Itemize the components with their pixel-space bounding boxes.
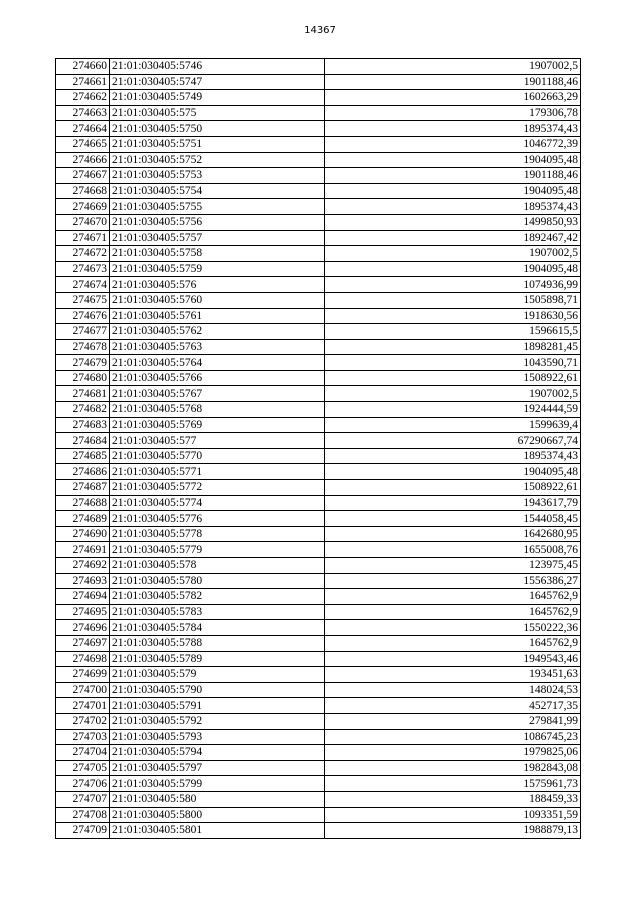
value-cell: 179306,78 — [325, 105, 581, 121]
cadastral-number-cell: 21:01:030405:5760 — [110, 292, 325, 308]
cadastral-number-cell: 21:01:030405:5764 — [110, 355, 325, 371]
value-cell: 1043590,71 — [325, 355, 581, 371]
table-row — [56, 448, 581, 464]
row-number-cell: 274704 — [56, 745, 110, 761]
row-number-cell: 274707 — [56, 791, 110, 807]
cadastral-number-cell: 21:01:030405:5800 — [110, 807, 325, 823]
table-row — [56, 74, 581, 90]
table-row — [56, 417, 581, 433]
table-row — [56, 168, 581, 184]
table-row — [56, 261, 581, 277]
row-number-cell: 274678 — [56, 339, 110, 355]
cadastral-number-cell: 21:01:030405:5754 — [110, 183, 325, 199]
table-row — [56, 183, 581, 199]
row-number-cell: 274682 — [56, 402, 110, 418]
row-number-cell: 274660 — [56, 59, 110, 75]
table-row — [56, 713, 581, 729]
value-cell: 279841,99 — [325, 713, 581, 729]
value-cell: 188459,33 — [325, 791, 581, 807]
cadastral-number-cell: 21:01:030405:5753 — [110, 168, 325, 184]
value-cell: 1895374,43 — [325, 121, 581, 137]
table-row — [56, 246, 581, 262]
value-cell: 1895374,43 — [325, 448, 581, 464]
table-row — [56, 308, 581, 324]
cadastral-number-cell: 21:01:030405:5794 — [110, 745, 325, 761]
value-cell: 1093351,59 — [325, 807, 581, 823]
row-number-cell: 274669 — [56, 199, 110, 215]
table-row — [56, 355, 581, 371]
value-cell: 1918630,56 — [325, 308, 581, 324]
table-row — [56, 214, 581, 230]
value-cell: 148024,53 — [325, 682, 581, 698]
cadastral-number-cell: 21:01:030405:5772 — [110, 480, 325, 496]
cadastral-number-cell: 21:01:030405:5761 — [110, 308, 325, 324]
table-row — [56, 620, 581, 636]
table-row — [56, 698, 581, 714]
value-cell: 1655008,76 — [325, 542, 581, 558]
row-number-cell: 274689 — [56, 511, 110, 527]
value-cell: 1904095,48 — [325, 464, 581, 480]
value-cell: 1979825,06 — [325, 745, 581, 761]
table-row — [56, 121, 581, 137]
value-cell: 1898281,45 — [325, 339, 581, 355]
row-number-cell: 274694 — [56, 589, 110, 605]
cadastral-number-cell: 21:01:030405:5791 — [110, 698, 325, 714]
row-number-cell: 274665 — [56, 136, 110, 152]
table-row — [56, 526, 581, 542]
cadastral-number-cell: 21:01:030405:5782 — [110, 589, 325, 605]
value-cell: 193451,63 — [325, 667, 581, 683]
table-row — [56, 277, 581, 293]
cadastral-number-cell: 21:01:030405:5763 — [110, 339, 325, 355]
value-cell: 1904095,48 — [325, 183, 581, 199]
cadastral-number-cell: 21:01:030405:5788 — [110, 635, 325, 651]
table-row — [56, 542, 581, 558]
value-cell: 1892467,42 — [325, 230, 581, 246]
row-number-cell: 274681 — [56, 386, 110, 402]
cadastral-number-cell: 21:01:030405:5783 — [110, 604, 325, 620]
cadastral-number-cell: 21:01:030405:5749 — [110, 90, 325, 106]
cadastral-number-cell: 21:01:030405:5799 — [110, 776, 325, 792]
row-number-cell: 274692 — [56, 558, 110, 574]
cadastral-number-cell: 21:01:030405:5792 — [110, 713, 325, 729]
table-row — [56, 152, 581, 168]
value-cell: 1505898,71 — [325, 292, 581, 308]
value-cell: 1949543,46 — [325, 651, 581, 667]
table-row — [56, 433, 581, 449]
row-number-cell: 274688 — [56, 495, 110, 511]
value-cell: 1074936,99 — [325, 277, 581, 293]
value-cell: 1602663,29 — [325, 90, 581, 106]
row-number-cell: 274671 — [56, 230, 110, 246]
table-row — [56, 292, 581, 308]
cadastral-number-cell: 21:01:030405:5779 — [110, 542, 325, 558]
table-row — [56, 90, 581, 106]
registry-table-body — [56, 59, 581, 839]
row-number-cell: 274684 — [56, 433, 110, 449]
table-row — [56, 760, 581, 776]
row-number-cell: 274709 — [56, 823, 110, 839]
cadastral-number-cell: 21:01:030405:5790 — [110, 682, 325, 698]
cadastral-number-cell: 21:01:030405:5767 — [110, 386, 325, 402]
table-row — [56, 791, 581, 807]
table-row — [56, 464, 581, 480]
table-row — [56, 230, 581, 246]
value-cell: 1544058,45 — [325, 511, 581, 527]
table-row — [56, 339, 581, 355]
cadastral-number-cell: 21:01:030405:5770 — [110, 448, 325, 464]
row-number-cell: 274674 — [56, 277, 110, 293]
cadastral-number-cell: 21:01:030405:577 — [110, 433, 325, 449]
cadastral-number-cell: 21:01:030405:5771 — [110, 464, 325, 480]
cadastral-number-cell: 21:01:030405:5757 — [110, 230, 325, 246]
table-row — [56, 604, 581, 620]
cadastral-number-cell: 21:01:030405:5793 — [110, 729, 325, 745]
table-row — [56, 651, 581, 667]
row-number-cell: 274708 — [56, 807, 110, 823]
value-cell: 123975,45 — [325, 558, 581, 574]
cadastral-number-cell: 21:01:030405:5789 — [110, 651, 325, 667]
row-number-cell: 274673 — [56, 261, 110, 277]
row-number-cell: 274700 — [56, 682, 110, 698]
page-number: 14367 — [304, 25, 336, 36]
cadastral-number-cell: 21:01:030405:5766 — [110, 370, 325, 386]
value-cell: 1645762,9 — [325, 635, 581, 651]
value-cell: 1907002,5 — [325, 246, 581, 262]
cadastral-number-cell: 21:01:030405:575 — [110, 105, 325, 121]
row-number-cell: 274705 — [56, 760, 110, 776]
row-number-cell: 274702 — [56, 713, 110, 729]
cadastral-number-cell: 21:01:030405:5776 — [110, 511, 325, 527]
cadastral-number-cell: 21:01:030405:5746 — [110, 59, 325, 75]
value-cell: 1556386,27 — [325, 573, 581, 589]
row-number-cell: 274706 — [56, 776, 110, 792]
row-number-cell: 274695 — [56, 604, 110, 620]
table-row — [56, 480, 581, 496]
row-number-cell: 274690 — [56, 526, 110, 542]
row-number-cell: 274680 — [56, 370, 110, 386]
table-row — [56, 682, 581, 698]
row-number-cell: 274693 — [56, 573, 110, 589]
table-row — [56, 776, 581, 792]
row-number-cell: 274698 — [56, 651, 110, 667]
value-cell: 452717,35 — [325, 698, 581, 714]
cadastral-number-cell: 21:01:030405:580 — [110, 791, 325, 807]
row-number-cell: 274676 — [56, 308, 110, 324]
table-row — [56, 573, 581, 589]
value-cell: 1508922,61 — [325, 480, 581, 496]
row-number-cell: 274667 — [56, 168, 110, 184]
row-number-cell: 274666 — [56, 152, 110, 168]
table-row — [56, 667, 581, 683]
row-number-cell: 274663 — [56, 105, 110, 121]
table-row — [56, 495, 581, 511]
cadastral-number-cell: 21:01:030405:578 — [110, 558, 325, 574]
row-number-cell: 274670 — [56, 214, 110, 230]
value-cell: 1596615,5 — [325, 324, 581, 340]
value-cell: 1982843,08 — [325, 760, 581, 776]
row-number-cell: 274662 — [56, 90, 110, 106]
row-number-cell: 274701 — [56, 698, 110, 714]
cadastral-number-cell: 21:01:030405:5780 — [110, 573, 325, 589]
value-cell: 1508922,61 — [325, 370, 581, 386]
table-row — [56, 558, 581, 574]
row-number-cell: 274679 — [56, 355, 110, 371]
value-cell: 1645762,9 — [325, 604, 581, 620]
cadastral-number-cell: 21:01:030405:5750 — [110, 121, 325, 137]
value-cell: 1645762,9 — [325, 589, 581, 605]
cadastral-number-cell: 21:01:030405:5752 — [110, 152, 325, 168]
value-cell: 1086745,23 — [325, 729, 581, 745]
value-cell: 1924444,59 — [325, 402, 581, 418]
value-cell: 1904095,48 — [325, 152, 581, 168]
table-row — [56, 402, 581, 418]
cadastral-number-cell: 21:01:030405:5801 — [110, 823, 325, 839]
table-row — [56, 807, 581, 823]
value-cell: 1499850,93 — [325, 214, 581, 230]
row-number-cell: 274661 — [56, 74, 110, 90]
cadastral-number-cell: 21:01:030405:5784 — [110, 620, 325, 636]
table-row — [56, 59, 581, 75]
cadastral-number-cell: 21:01:030405:5759 — [110, 261, 325, 277]
table-row — [56, 729, 581, 745]
table-row — [56, 199, 581, 215]
value-cell: 1575961,73 — [325, 776, 581, 792]
cadastral-number-cell: 21:01:030405:5756 — [110, 214, 325, 230]
row-number-cell: 274675 — [56, 292, 110, 308]
value-cell: 1901188,46 — [325, 168, 581, 184]
row-number-cell: 274686 — [56, 464, 110, 480]
cadastral-number-cell: 21:01:030405:5774 — [110, 495, 325, 511]
row-number-cell: 274683 — [56, 417, 110, 433]
table-row — [56, 386, 581, 402]
cadastral-number-cell: 21:01:030405:576 — [110, 277, 325, 293]
table-row — [56, 370, 581, 386]
value-cell: 1907002,5 — [325, 59, 581, 75]
registry-table — [55, 58, 581, 839]
cadastral-number-cell: 21:01:030405:5768 — [110, 402, 325, 418]
table-row — [56, 635, 581, 651]
value-cell: 1642680,95 — [325, 526, 581, 542]
value-cell: 1901188,46 — [325, 74, 581, 90]
row-number-cell: 274672 — [56, 246, 110, 262]
row-number-cell: 274697 — [56, 635, 110, 651]
row-number-cell: 274687 — [56, 480, 110, 496]
value-cell: 1907002,5 — [325, 386, 581, 402]
row-number-cell: 274677 — [56, 324, 110, 340]
cadastral-number-cell: 21:01:030405:5751 — [110, 136, 325, 152]
table-row — [56, 511, 581, 527]
row-number-cell: 274696 — [56, 620, 110, 636]
table-row — [56, 324, 581, 340]
cadastral-number-cell: 21:01:030405:5747 — [110, 74, 325, 90]
cadastral-number-cell: 21:01:030405:5758 — [110, 246, 325, 262]
cadastral-number-cell: 21:01:030405:5797 — [110, 760, 325, 776]
value-cell: 67290667,74 — [325, 433, 581, 449]
value-cell: 1599639,4 — [325, 417, 581, 433]
row-number-cell: 274668 — [56, 183, 110, 199]
row-number-cell: 274691 — [56, 542, 110, 558]
table-row — [56, 745, 581, 761]
cadastral-number-cell: 21:01:030405:5755 — [110, 199, 325, 215]
value-cell: 1550222,36 — [325, 620, 581, 636]
value-cell: 1988879,13 — [325, 823, 581, 839]
table-row — [56, 105, 581, 121]
table-row — [56, 136, 581, 152]
cadastral-number-cell: 21:01:030405:5778 — [110, 526, 325, 542]
value-cell: 1895374,43 — [325, 199, 581, 215]
cadastral-number-cell: 21:01:030405:5769 — [110, 417, 325, 433]
table-row — [56, 823, 581, 839]
value-cell: 1904095,48 — [325, 261, 581, 277]
row-number-cell: 274685 — [56, 448, 110, 464]
table-row — [56, 589, 581, 605]
cadastral-number-cell: 21:01:030405:579 — [110, 667, 325, 683]
cadastral-number-cell: 21:01:030405:5762 — [110, 324, 325, 340]
row-number-cell: 274699 — [56, 667, 110, 683]
value-cell: 1943617,79 — [325, 495, 581, 511]
value-cell: 1046772,39 — [325, 136, 581, 152]
row-number-cell: 274664 — [56, 121, 110, 137]
row-number-cell: 274703 — [56, 729, 110, 745]
